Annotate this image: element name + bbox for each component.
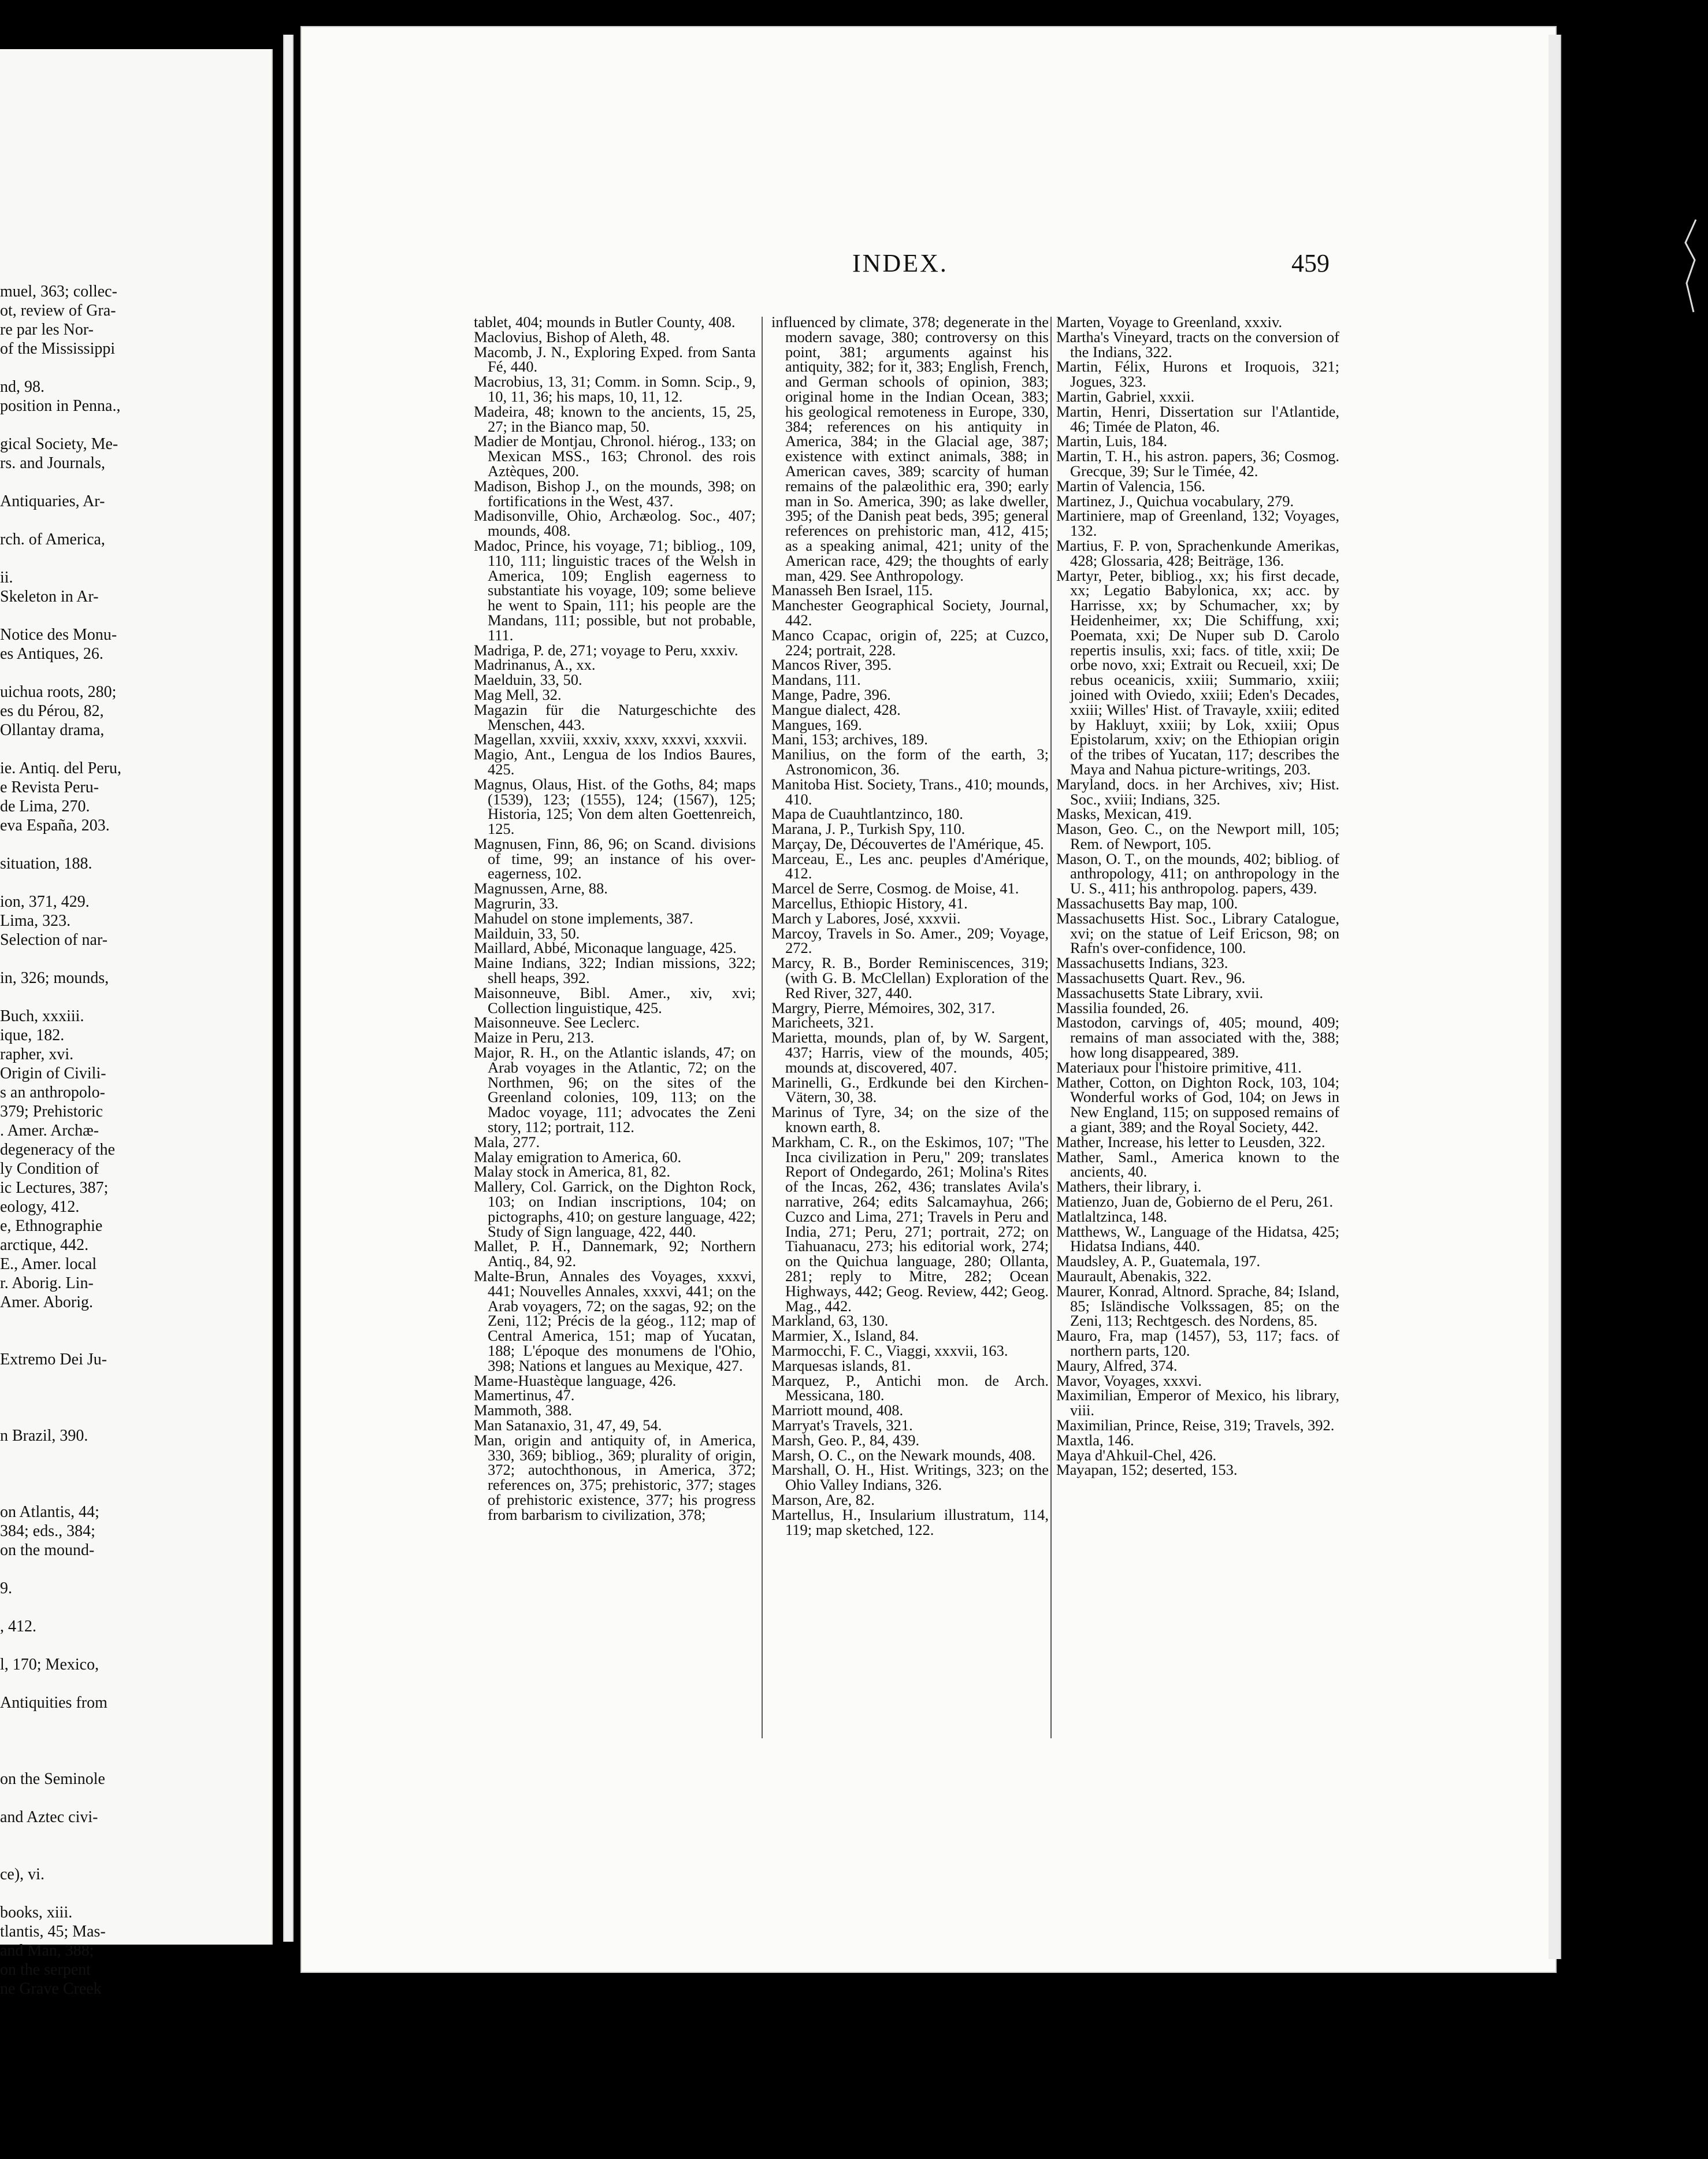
index-entry: Manco Ccapac, origin of, 225; at Cuzco, 224; portrait, 228. bbox=[771, 626, 1049, 659]
index-entry: Martha's Vineyard, tracts on the conversion of the Indians, 322. bbox=[1056, 328, 1339, 361]
index-entry: Markland, 63, 130. bbox=[771, 1312, 889, 1330]
index-entry: Manchester Geographical Society, Journal, 442. bbox=[771, 596, 1049, 629]
facing-page-line: re par les Nor- bbox=[0, 321, 94, 339]
index-entry: Magellan, xxviii, xxxiv, xxxv, xxxvi, xxxvii. bbox=[474, 730, 747, 748]
index-entry: Maryland, docs. in her Archives, xiv; Hist. Soc., xviii; Indians, 325. bbox=[1056, 775, 1339, 808]
facing-page-line: 379; Prehistoric bbox=[0, 1103, 103, 1121]
index-entry: Marryat's Travels, 321. bbox=[771, 1416, 913, 1434]
facing-page-line: n Brazil, 390. bbox=[0, 1427, 88, 1445]
index-entry: Mastodon, carvings of, 405; mound, 409; remains of man associated with the, 388; how long disappeared, 389. bbox=[1056, 1014, 1339, 1062]
index-entry: Maximilian, Prince, Reise, 319; Travels, 392. bbox=[1056, 1416, 1335, 1434]
page-curl-mark bbox=[1679, 220, 1702, 312]
page-number: 459 bbox=[1291, 249, 1330, 277]
index-entry: Madrinanus, A., xx. bbox=[474, 656, 596, 674]
index-entry: Mathers, their library, i. bbox=[1056, 1178, 1202, 1196]
facing-page-line: ic Lectures, 387; bbox=[0, 1179, 109, 1197]
facing-page-line: ion, 371, 429. bbox=[0, 893, 90, 911]
facing-page-line: rapher, xvi. bbox=[0, 1045, 74, 1063]
index-entry: Maisonneuve. See Leclerc. bbox=[474, 1014, 640, 1032]
index-entry: Madeira, 48; known to the ancients, 15, 25, 27; in the Bianco map, 50. bbox=[474, 402, 756, 435]
facing-page-line: tlantis, 45; Mas- bbox=[0, 1923, 106, 1941]
facing-page-line: Amer. Aborig. bbox=[0, 1293, 93, 1311]
facing-page-line: ie. Antiq. del Peru, bbox=[0, 759, 121, 777]
facing-page-line: on Atlantis, 44; bbox=[0, 1503, 99, 1521]
index-entry: Macrobius, 13, 31; Comm. in Somn. Scip., 9, 10, 11, 36; his maps, 10, 11, 12. bbox=[474, 373, 756, 405]
index-entry: Madriga, P. de, 271; voyage to Peru, xxxiv. bbox=[474, 641, 738, 659]
index-entry: Marmier, X., Island, 84. bbox=[771, 1327, 919, 1345]
facing-page-line: Extremo Dei Ju- bbox=[0, 1351, 107, 1368]
facing-page-line: e Revista Peru- bbox=[0, 778, 99, 796]
facing-page-line: ot, review of Gra- bbox=[0, 302, 116, 320]
facing-page-line: Selection of nar- bbox=[0, 931, 108, 949]
facing-page-line: degeneracy of the bbox=[0, 1141, 115, 1159]
index-entry: Mather, Increase, his letter to Leusden, 322. bbox=[1056, 1133, 1325, 1151]
index-entry: Marshall, O. H., Hist. Writings, 323; on the Ohio Valley Indians, 326. bbox=[771, 1461, 1049, 1494]
facing-page-line: Ollantay drama, bbox=[0, 721, 105, 739]
index-entry: Macomb, J. N., Exploring Exped. from Santa Fé, 440. bbox=[474, 343, 756, 376]
index-entry: Mala, 277. bbox=[474, 1133, 540, 1151]
facing-page-line: 384; eds., 384; bbox=[0, 1522, 95, 1540]
index-entry: Maurer, Konrad, Altnord. Sprache, 84; Island, 85; Isländische Volkssagen, 85; on the Zeni, 113; Rechtgesch. des Nordens, 85. bbox=[1056, 1282, 1339, 1330]
facing-page-line: Buch, xxxiii. bbox=[0, 1007, 84, 1025]
index-entry: Margry, Pierre, Mémoires, 302, 317. bbox=[771, 999, 996, 1017]
facing-page-line: es du Pérou, 82, bbox=[0, 702, 104, 720]
index-entry: Marceau, E., Les anc. peuples d'Amérique, 412. bbox=[771, 849, 1049, 882]
facing-page-line: on the Seminole bbox=[0, 1770, 105, 1788]
index-entry: Mammoth, 388. bbox=[474, 1401, 573, 1419]
index-entry: Madisonville, Ohio, Archæolog. Soc., 407; mounds, 408. bbox=[474, 507, 756, 540]
index-entry: Matthews, W., Language of the Hidatsa, 425; Hidatsa Indians, 440. bbox=[1056, 1222, 1339, 1255]
facing-page-line: r. Aborig. Lin- bbox=[0, 1274, 94, 1292]
facing-page-line: rs. and Journals, bbox=[0, 454, 105, 472]
index-entry: March y Labores, José, xxxvii. bbox=[771, 909, 961, 927]
index-entry: Magnusen, Finn, 86, 96; on Scand. divisions of time, 99; an instance of his over-eagerness, 102. bbox=[474, 834, 756, 882]
facing-page-line: and Aztec civi- bbox=[0, 1808, 98, 1826]
index-entry: Marquesas islands, 81. bbox=[771, 1356, 911, 1374]
facing-page-line: eology, 412. bbox=[0, 1198, 80, 1216]
index-entry: Mauro, Fra, map (1457), 53, 117; facs. of northern parts, 120. bbox=[1056, 1327, 1339, 1359]
index-entry: Matienzo, Juan de, Gobierno de el Peru, 261. bbox=[1056, 1193, 1334, 1211]
index-entry: Markham, C. R., on the Eskimos, 107; "The Inca civilization in Peru," 209; translates Report of Ondegardo, 261; Molina's Rites of the Incas, 262, 436; translates Avila's narrative, 264; edits Salcamayhua, 266; Cuzco and Lima, 271; Travels in Peru and India, 271; Peru, 271; portrait, 272; on Tiahuanacu, 273; his editorial work, 274; on the Quichua language, 280; Ollanta, 281; reply to Mitre, 282; Ocean Highways, 442; Geog. Review, 442; Geog. Mag., 442. bbox=[771, 1133, 1049, 1315]
index-entry: Mange, Padre, 396. bbox=[771, 685, 891, 703]
index-entry: Marinus of Tyre, 34; on the size of the known earth, 8. bbox=[771, 1103, 1049, 1136]
facing-page-line: uichua roots, 280; bbox=[0, 683, 117, 701]
index-entry: Martinez, J., Quichua vocabulary, 279. bbox=[1056, 492, 1294, 510]
index-entry: Magnus, Olaus, Hist. of the Goths, 84; maps (1539), 123; (1555), 124; (1567), 125; Historia, 125; Von dem alten Goettenreich, 125. bbox=[474, 775, 756, 838]
facing-page-line: and Man, 388; bbox=[0, 1942, 94, 1960]
facing-page-line: , 412. bbox=[0, 1618, 36, 1635]
index-entry: tablet, 404; mounds in Butler County, 408. bbox=[474, 313, 736, 331]
index-entry: Madier de Montjau, Chronol. hiérog., 133; on Mexican MSS., 163; Chronol. des rois Aztèques, 200. bbox=[474, 432, 756, 480]
index-entry: Maximilian, Emperor of Mexico, his library, viii. bbox=[1056, 1386, 1339, 1419]
index-entry: Marietta, mounds, plan of, by W. Sargent, 437; Harris, view of the mounds, 405; mounds at, discovered, 407. bbox=[771, 1029, 1049, 1076]
index-entry: Maize in Peru, 213. bbox=[474, 1029, 595, 1047]
index-entry: Manasseh Ben Israel, 115. bbox=[771, 581, 933, 599]
facing-page-line: books, xiii. bbox=[0, 1904, 73, 1921]
column-rule bbox=[762, 317, 763, 1738]
index-entry: Materiaux pour l'histoire primitive, 411. bbox=[1056, 1058, 1302, 1076]
index-entry: Massachusetts Indians, 323. bbox=[1056, 954, 1228, 972]
index-entry: Mailduin, 33, 50. bbox=[474, 924, 580, 942]
index-entry: Mancos River, 395. bbox=[771, 656, 892, 674]
facing-page-line: muel, 363; collec- bbox=[0, 283, 117, 301]
index-entry: Masks, Mexican, 419. bbox=[1056, 805, 1192, 823]
index-entry: Mani, 153; archives, 189. bbox=[771, 730, 928, 748]
facing-page-line: Antiquaries, Ar- bbox=[0, 492, 105, 510]
index-entry: Madoc, Prince, his voyage, 71; bibliog., 109, 110, 111; linguistic traces of the Welsh in America, 109; English eagerness to substantiate his voyage, 109; some believe he went to Spain, 111; his people are the Mandans, 111; possible, but not probable, 111. bbox=[474, 536, 756, 644]
facing-page-line: . Amer. Archæ- bbox=[0, 1122, 99, 1140]
index-entry: Mayapan, 152; deserted, 153. bbox=[1056, 1461, 1238, 1479]
facing-page-line: situation, 188. bbox=[0, 855, 92, 873]
index-entry: Massachusetts Hist. Soc., Library Catalogue, xvi; on the statue of Leif Ericson, 98; on Rafn's over-confidence, 100. bbox=[1056, 909, 1339, 957]
index-entry: Manilius, on the form of the earth, 3; Astronomicon, 36. bbox=[771, 745, 1049, 778]
index-entry: Magio, Ant., Lengua de los Indios Baures, 425. bbox=[474, 745, 756, 778]
index-entry: Martiniere, map of Greenland, 132; Voyages, 132. bbox=[1056, 507, 1339, 540]
facing-page-line: s an anthropolo- bbox=[0, 1084, 105, 1101]
facing-page-line: in, 326; mounds, bbox=[0, 969, 109, 987]
index-entry: Mahudel on stone implements, 387. bbox=[474, 909, 693, 927]
index-entry: Mather, Saml., America known to the ancients, 40. bbox=[1056, 1148, 1339, 1181]
index-entry: Marcellus, Ethiopic History, 41. bbox=[771, 895, 968, 912]
page-edge-stack bbox=[1549, 35, 1561, 1959]
index-entry: influenced by climate, 378; degenerate in the modern savage, 380; controversy on this point, 381; arguments against his antiquity, 382; for it, 383; English, French, and German schools of opinion, 383; original home in the Indian Ocean, 383; his geological remoteness in Europe, 330, 384; references on his antiquity in America, 384; in the Glacial age, 387; existence with extinct animals, 388; in American caves, 389; scarcity of human remains of the palæolithic era, 390; early man in So. America, 390; as lake dweller, 395; of the Danish peat beds, 395; general references on prehistoric man, 412, 415; as a speaking animal, 421; unity of the American race, 429; the thoughts of early man, 429. See Anthropology. bbox=[771, 313, 1049, 584]
index-entry: Mason, Geo. C., on the Newport mill, 105; Rem. of Newport, 105. bbox=[1056, 820, 1339, 852]
facing-page-line: Notice des Monu- bbox=[0, 626, 117, 644]
index-entry: Mame-Huastèque language, 426. bbox=[474, 1371, 677, 1389]
index-entry: Marcy, R. B., Border Reminiscences, 319; (with G. B. McClellan) Exploration of the Red River, 327, 440. bbox=[771, 954, 1049, 1001]
index-entry: Madison, Bishop J., on the mounds, 398; on fortifications in the West, 437. bbox=[474, 477, 756, 510]
index-entry: Martin, Félix, Hurons et Iroquois, 321; Jogues, 323. bbox=[1056, 358, 1339, 391]
index-entry: Martin of Valencia, 156. bbox=[1056, 477, 1205, 495]
index-entry: Martin, Henri, Dissertation sur l'Atlantide, 46; Timée de Platon, 46. bbox=[1056, 402, 1339, 435]
index-entry: Mangues, 169. bbox=[771, 715, 862, 733]
index-entry: Maillard, Abbé, Miconaque language, 425. bbox=[474, 939, 737, 957]
facing-page-line: E., Amer. local bbox=[0, 1255, 97, 1273]
facing-page-line: ne Grave Creek bbox=[0, 1980, 102, 1998]
index-entry: Marsh, Geo. P., 84, 439. bbox=[771, 1431, 920, 1449]
facing-page-line: ique, 182. bbox=[0, 1026, 65, 1044]
index-entry: Maricheets, 321. bbox=[771, 1014, 874, 1032]
facing-page-line: e, Ethnographie bbox=[0, 1217, 103, 1235]
index-column-2 bbox=[771, 315, 1049, 1537]
index-entry: Maudsley, A. P., Guatemala, 197. bbox=[1056, 1252, 1261, 1270]
index-entry: Marsh, O. C., on the Newark mounds, 408. bbox=[771, 1446, 1036, 1464]
facing-page-line: ly Condition of bbox=[0, 1160, 99, 1178]
facing-page-line: Skeleton in Ar- bbox=[0, 588, 99, 606]
facing-page bbox=[0, 49, 273, 1998]
index-entry: Maisonneuve, Bibl. Amer., xiv, xvi; Collection linguistique, 425. bbox=[474, 984, 756, 1017]
index-entry: Marcoy, Travels in So. Amer., 209; Voyage, 272. bbox=[771, 924, 1049, 957]
index-entry: Mallery, Col. Garrick, on the Dighton Rock, 103; on Indian inscriptions, 104; on pictographs, 410; on gesture language, 422; Study of Sign language, 422, 440. bbox=[474, 1178, 756, 1240]
index-entry: Maelduin, 33, 50. bbox=[474, 671, 582, 689]
index-entry: Marmocchi, F. C., Viaggi, xxxvii, 163. bbox=[771, 1341, 1008, 1359]
index-entry: Maine Indians, 322; Indian missions, 322; shell heaps, 392. bbox=[474, 954, 756, 987]
index-entry: Marcel de Serre, Cosmog. de Moise, 41. bbox=[771, 880, 1019, 897]
index-entry: Man Satanaxio, 31, 47, 49, 54. bbox=[474, 1416, 662, 1434]
index-entry: Martin, Gabriel, xxxii. bbox=[1056, 387, 1195, 405]
index-entry: Massachusetts Bay map, 100. bbox=[1056, 895, 1238, 912]
index-column-1 bbox=[474, 315, 756, 1523]
facing-page-line: gical Society, Me- bbox=[0, 435, 118, 453]
facing-page-line: de Lima, 270. bbox=[0, 797, 90, 815]
index-entry: Mallet, P. H., Dannemark, 92; Northern Antiq., 84, 92. bbox=[474, 1237, 756, 1270]
facing-page-line: Lima, 323. bbox=[0, 912, 71, 930]
index-entry: Manitoba Hist. Society, Trans., 410; mounds, 410. bbox=[771, 775, 1049, 808]
facing-page-line: position in Penna., bbox=[0, 397, 121, 415]
index-entry: Maya d'Ahkuil-Chel, 426. bbox=[1056, 1446, 1217, 1464]
index-entry: Martin, Luis, 184. bbox=[1056, 432, 1168, 450]
index-entry: Marriott mound, 408. bbox=[771, 1401, 904, 1419]
index-column-3 bbox=[1056, 315, 1339, 1478]
index-entry: Marson, Are, 82. bbox=[771, 1490, 875, 1508]
facing-page-line: on the mound- bbox=[0, 1541, 95, 1559]
index-entry: Maclovius, Bishop of Aleth, 48. bbox=[474, 328, 670, 346]
index-entry: Man, origin and antiquity of, in America, 330, 369; bibliog., 369; plurality of origin, 372; autochthonous, in America, 372; references on, 375; prehistoric, 377; stages of prehistoric existence, 377; his progress from barbarism to civilization, 378; bbox=[474, 1431, 756, 1523]
index-entry: Matlaltzinca, 148. bbox=[1056, 1207, 1168, 1225]
facing-page-line: eva España, 203. bbox=[0, 817, 110, 834]
facing-page-line: nd, 98. bbox=[0, 378, 44, 396]
index-entry: Mason, O. T., on the mounds, 402; bibliog. of anthropology, 411; on anthropology in the U. S., 411; his anthropolog. papers, 439. bbox=[1056, 849, 1339, 897]
facing-page-line: l, 170; Mexico, bbox=[0, 1656, 99, 1674]
facing-page-line: of the Mississippi bbox=[0, 340, 116, 358]
index-entry: Mather, Cotton, on Dighton Rock, 103, 104; Wonderful works of God, 104; on Jews in New England, 115; on supposed remains of a giant, 389; and the Royal Society, 442. bbox=[1056, 1073, 1339, 1136]
index-entry: Mavor, Voyages, xxxvi. bbox=[1056, 1371, 1202, 1389]
index-entry: Mangue dialect, 428. bbox=[771, 700, 901, 718]
book-gutter bbox=[283, 35, 294, 1942]
facing-page-line: 9. bbox=[0, 1579, 12, 1597]
index-entry: Massachusetts Quart. Rev., 96. bbox=[1056, 969, 1246, 987]
index-entry: Marquez, P., Antichi mon. de Arch. Messicana, 180. bbox=[771, 1371, 1049, 1404]
index-entry: Marana, J. P., Turkish Spy, 110. bbox=[771, 820, 966, 838]
facing-page-line: Origin of Civili- bbox=[0, 1064, 106, 1082]
index-entry: Marçay, De, Découvertes de l'Amérique, 45. bbox=[771, 834, 1044, 852]
column-rule bbox=[1050, 317, 1052, 1738]
index-entry: Mag Mell, 32. bbox=[474, 685, 562, 703]
index-entry: Martius, F. P. von, Sprachenkunde Amerikas, 428; Glossaria, 428; Beiträge, 136. bbox=[1056, 536, 1339, 569]
index-entry: Massachusetts State Library, xvii. bbox=[1056, 984, 1264, 1001]
index-entry: Martin, T. H., his astron. papers, 36; Cosmog. Grecque, 39; Sur le Timée, 42. bbox=[1056, 447, 1339, 480]
facing-page-line: ii. bbox=[0, 569, 13, 587]
index-entry: Malay stock in America, 81, 82. bbox=[474, 1163, 671, 1181]
index-entry: Martyr, Peter, bibliog., xx; his first decade, xx; Legatio Babylonica, xx; acc. by Harrisse, xx; by Schumacher, xx; by Heidenheimer, xx; Die Schiffung, xxi; Poemata, xxi; De Nuper sub D. Carolo repertis insulis, xxi; facs. of title, xxii; De orbe novo, xxi; Extrait ou Recueil, xxi; De rebus oceanicis, xxiii; Summario, xxiii; joined with Oviedo, xxiii; Eden's Decades, xxiii; Willes' Hist. of Travayle, xxiii; edited by Hakluyt, xxiii; by Lok, xxiii; Opus Epistolarum, xxiv; on the Ethiopian origin of the tribes of Yucatan, 117; describes the Maya and Nahua picture-writings, 203. bbox=[1056, 566, 1339, 778]
index-entry: Mandans, 111. bbox=[771, 671, 861, 689]
index-entry: Marinelli, G., Erdkunde bei den Kirchen-Vätern, 30, 38. bbox=[771, 1073, 1049, 1106]
index-entry: Magrurin, 33. bbox=[474, 895, 559, 912]
running-head: INDEX. bbox=[852, 249, 948, 277]
index-entry: Maurault, Abenakis, 322. bbox=[1056, 1267, 1212, 1285]
facing-page-line: arctique, 442. bbox=[0, 1236, 89, 1254]
facing-page-line: ce), vi. bbox=[0, 1865, 44, 1883]
facing-page-line: Antiquities from bbox=[0, 1694, 107, 1712]
index-entry: Maury, Alfred, 374. bbox=[1056, 1356, 1178, 1374]
index-entry: Martellus, H., Insularium illustratum, 114, 119; map sketched, 122. bbox=[771, 1505, 1049, 1538]
index-entry: Marten, Voyage to Greenland, xxxiv. bbox=[1056, 313, 1283, 331]
facing-page-line: on the serpent bbox=[0, 1961, 91, 1979]
facing-page-line: rch. of America, bbox=[0, 531, 105, 548]
index-entry: Massilia founded, 26. bbox=[1056, 999, 1189, 1017]
facing-page-line: es Antiques, 26. bbox=[0, 645, 103, 663]
index-entry: Mapa de Cuauhtlantzinco, 180. bbox=[771, 805, 963, 823]
index-entry: Maxtla, 146. bbox=[1056, 1431, 1134, 1449]
index-entry: Magnussen, Arne, 88. bbox=[474, 880, 608, 897]
index-entry: Malay emigration to America, 60. bbox=[474, 1148, 682, 1166]
index-entry: Mamertinus, 47. bbox=[474, 1386, 575, 1404]
index-entry: Major, R. H., on the Atlantic islands, 47; on Arab voyages in the Atlantic, 72; on the Northmen, 96; on the sites of the Greenland colonies, 109, 113; on the Madoc voyage, 111; advocates the Zeni story, 112; portrait, 112. bbox=[474, 1044, 756, 1136]
index-entry: Malte-Brun, Annales des Voyages, xxxvi, 441; Nouvelles Annales, xxxvi, 441; on the Arab voyagers, 72; on the sagas, 92; on the Zeni, 112; Précis de la géog., 112; map of Central America, 151; map of Yucatan, 188; L'époque des monumens de l'Ohio, 398; Nations et langues au Mexique, 427. bbox=[474, 1267, 756, 1374]
index-entry: Magazin für die Naturgeschichte des Menschen, 443. bbox=[474, 700, 756, 733]
